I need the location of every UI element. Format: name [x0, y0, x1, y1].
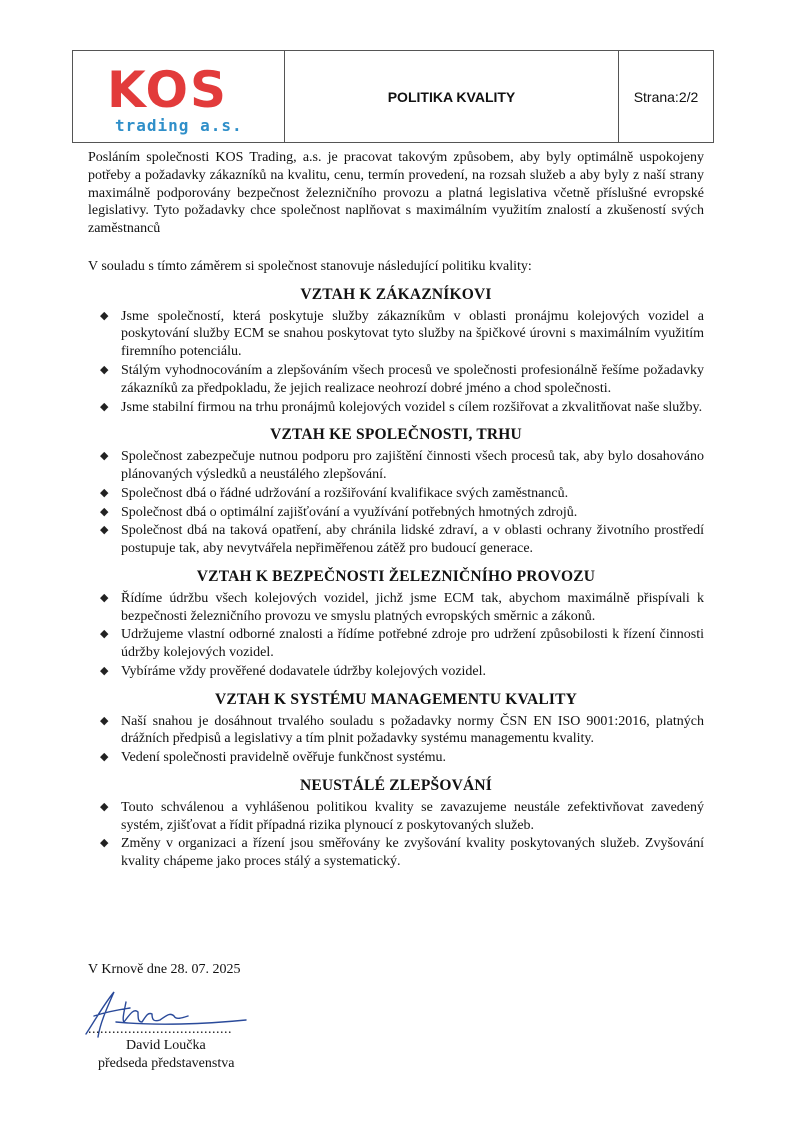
list-item-text: Společnost dbá o řádné udržování a rozšiřování kvalifikace svých zaměstnanců.	[121, 485, 569, 501]
section-heading: VZTAH K ZÁKAZNÍKOVI	[300, 285, 492, 303]
bullet-diamond-icon: ◆	[100, 309, 109, 322]
section-list	[88, 713, 704, 767]
bullet-diamond-icon: ◆	[100, 837, 109, 850]
list-item	[88, 399, 704, 417]
bullet-diamond-icon: ◆	[100, 714, 109, 727]
list-item	[88, 749, 704, 767]
document-title: POLITIKA KVALITY	[285, 51, 619, 142]
section-heading: NEUSTÁLÉ ZLEPŠOVÁNÍ	[299, 776, 492, 794]
section-heading: VZTAH KE SPOLEČNOSTI, TRHU	[270, 426, 522, 444]
document-body	[88, 149, 704, 872]
bullet-diamond-icon: ◆	[100, 505, 109, 518]
bullet-diamond-icon: ◆	[100, 363, 109, 376]
list-item-text: Společnost zabezpečuje nutnou podporu pro zajištění činnosti všech procesů tak, aby bylo dosahováno plánovaných výsledků a neustálého zlepšování.	[121, 449, 704, 482]
list-item-text: Vybíráme vždy prověřené dodavatele údržby kolejových vozidel.	[121, 663, 487, 679]
list-item	[88, 590, 704, 626]
list-item-text: Jsme společností, která poskytuje služby zákazníkům v oblasti pronájmu kolejových vozidel a poskytování služby ECM se snahou poskytovat tyto služby na špičkové úrovni s maximálním využitím firemního potenciálu.	[121, 308, 704, 360]
list-item	[88, 448, 704, 484]
bullet-diamond-icon: ◆	[100, 800, 109, 813]
list-item	[88, 485, 704, 503]
list-item	[88, 799, 704, 835]
list-item-text: Společnost dbá na taková opatření, aby chránila lidské zdraví, a v oblasti ochrany životního prostředí postupuje tak, aby nevytvářela nepřiměřenou zátěž pro budoucí generace.	[121, 523, 704, 557]
kos-logo-graphic	[73, 51, 284, 143]
section-list	[88, 308, 704, 417]
list-item	[88, 522, 704, 558]
place-date: V Krnově dne 28. 07. 2025	[88, 962, 241, 977]
list-item	[88, 504, 704, 522]
list-item	[88, 835, 704, 871]
section-list	[88, 590, 704, 681]
lead-sentence: V souladu s tímto záměrem si společnost stanovuje následující politiku kvality:	[88, 258, 532, 274]
list-item	[88, 713, 704, 749]
bullet-diamond-icon: ◆	[100, 628, 109, 641]
list-item	[88, 626, 704, 662]
logo-subtext: trading a.s.	[115, 116, 243, 135]
list-item-text: Stálým vyhodnocováním a zlepšováním všech procesů ve společnosti profesionálně řešíme požadavky zákazníků za předpokladu, že jejich realizace neohrozí dobré jméno a chod společnosti.	[121, 362, 704, 396]
intro-paragraph: Posláním společnosti KOS Trading, a.s. je pracovat takovým způsobem, aby byly optimálně uspokojeny potřeby a požadavky zákazníků na kvalitu, cenu, termín provedení, na rozsah služeb a aby byly z naší strany maximálně podporovány bezpečnost železničního provozu a platná legislativa včetně příslušné evropské legislativy. Tyto požadavky chce společnost naplňovat s maximálním využitím znalostí a zkušeností svých zaměstnanců	[88, 150, 704, 237]
bullet-diamond-icon: ◆	[100, 751, 109, 764]
list-item-text: Změny v organizaci a řízení jsou směřovány ke zvyšování kvality poskytovaných služeb. Zvyšování kvality chápeme jako proces stálý a systematický.	[121, 836, 704, 870]
bullet-diamond-icon: ◆	[100, 400, 109, 413]
signature-line: ....................................	[88, 1022, 232, 1037]
policy-sections	[88, 286, 704, 871]
list-item	[88, 663, 704, 681]
section-heading: VZTAH K SYSTÉMU MANAGEMENTU KVALITY	[214, 690, 578, 708]
list-item-text: Společnost dbá o optimální zajišťování a využívání potřebných hmotných zdrojů.	[121, 504, 578, 520]
list-item	[88, 308, 704, 361]
company-logo	[73, 51, 285, 142]
bullet-diamond-icon: ◆	[100, 486, 109, 499]
bullet-diamond-icon: ◆	[100, 450, 109, 463]
bullet-diamond-icon: ◆	[100, 591, 109, 604]
list-item-text: Řídíme údržbu všech kolejových vozidel, jichž jsme ECM tak, abychom maximálně přispívali k bezpečnosti železničního provozu ve smyslu platných evropských směrnic a zákonů.	[121, 590, 704, 624]
list-item-text: Udržujeme vlastní odborné znalosti a řídíme potřebné zdroje pro udržení způsobilosti k řízení činnosti údržby kolejových vozidel.	[121, 627, 704, 661]
section-list	[88, 448, 704, 558]
list-item-text: Vedení společnosti pravidelně ověřuje funkčnost systému.	[121, 750, 447, 766]
section-heading: VZTAH K BEZPEČNOSTI ŽELEZNIČNÍHO PROVOZU	[196, 567, 596, 585]
bullet-diamond-icon: ◆	[100, 664, 109, 677]
list-item	[88, 362, 704, 398]
bullet-diamond-icon: ◆	[100, 524, 109, 537]
section-list	[88, 799, 704, 871]
document-header	[72, 50, 714, 143]
list-item-text: Jsme stabilní firmou na trhu pronájmů kolejových vozidel s cílem rozšiřovat a zkvalitňovat naše služby.	[121, 399, 703, 415]
list-item-text: Touto schválenou a vyhlášenou politikou kvality se zavazujeme neustále zefektivňovat zavedený systém, zjišťovat a řídit případná rizika plynoucí z poskytovaných služeb.	[121, 799, 704, 833]
signatory-role: předseda představenstva	[98, 1056, 235, 1071]
signatory-name: David Loučka	[126, 1038, 206, 1053]
page-number: Strana:2/2	[633, 88, 699, 105]
logo-text: KOS	[107, 61, 229, 119]
list-item-text: Naší snahou je dosáhnout trvalého souladu s požadavky normy ČSN EN ISO 9001:2016, platných drážních předpisů a legislativy a tím plnit požadavky systému managementu kvality.	[121, 713, 704, 747]
